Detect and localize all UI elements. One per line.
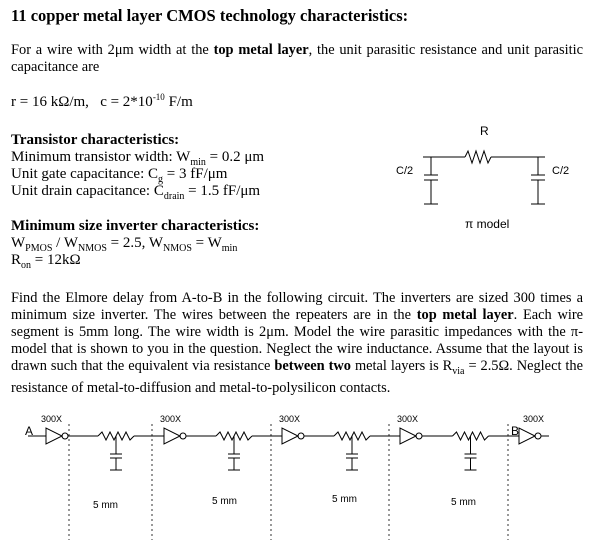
segment-length-label: 5 mm bbox=[332, 494, 357, 505]
transistor-heading: Transistor characteristics: bbox=[11, 132, 180, 148]
inverter-icon bbox=[400, 428, 416, 444]
min-width-sub: min bbox=[190, 157, 206, 168]
node-a-label: A bbox=[25, 424, 34, 438]
unit-capacitance-unit: F/m bbox=[164, 94, 193, 110]
problem-via-sub: via bbox=[452, 365, 465, 377]
inverter-heading: Minimum size inverter characteristics: bbox=[11, 218, 260, 234]
segment-length-label: 5 mm bbox=[212, 496, 237, 507]
unit-capacitance-exponent: -10 bbox=[152, 92, 165, 102]
pi-model-diagram bbox=[423, 151, 545, 204]
intro-text-pre: For a wire with 2μm width at the bbox=[11, 42, 214, 58]
ratio-wmin: = W bbox=[191, 235, 222, 251]
problem-text-1: Find the Elmore delay from A-to-B in the following circuit. The inverters are sized 300 times a minimum size inverter. The wires between the repeaters are in the bbox=[11, 290, 583, 323]
inverter-icon bbox=[282, 428, 298, 444]
problem-bold-between-two: between two bbox=[274, 358, 351, 374]
inverter-size-label: 300X bbox=[397, 414, 419, 424]
node-b-label: B bbox=[511, 424, 520, 438]
ratio-pmos-sub: PMOS bbox=[25, 243, 53, 254]
intro-text-post: , the unit parasitic resistance and unit parasitic capacitance are bbox=[11, 42, 583, 75]
gate-cap-sub: g bbox=[158, 174, 164, 185]
inverter-icon bbox=[164, 428, 180, 444]
ron-label: R bbox=[11, 252, 22, 268]
ron-sub: on bbox=[21, 260, 32, 271]
drain-cap-value: = 1.5 fF/μm bbox=[184, 183, 261, 199]
unit-capacitance-base: c = 2*10 bbox=[100, 94, 153, 110]
pi-cap-left-label: C/2 bbox=[396, 165, 414, 177]
pi-cap-right-label: C/2 bbox=[552, 165, 570, 177]
ratio-wnmos: / W bbox=[52, 235, 78, 251]
page-title: 11 copper metal layer CMOS technology characteristics: bbox=[11, 6, 409, 25]
inverter-size-label: 300X bbox=[279, 414, 301, 424]
ratio-nmos-sub: NMOS bbox=[77, 243, 107, 254]
problem-text-4: = 2.5Ω. Neglect the resistance of metal-to-diffusion and metal-to-polysilicon contacts. bbox=[11, 358, 583, 396]
drain-cap-label: Unit drain capacitance: C bbox=[11, 183, 164, 199]
pi-resistor-label: R bbox=[480, 124, 489, 138]
min-width-label: Minimum transistor width: W bbox=[11, 149, 191, 165]
ron-value: = 12kΩ bbox=[31, 252, 81, 268]
problem-text-3: metal layers is R bbox=[351, 358, 453, 374]
pi-resistor-icon bbox=[465, 151, 491, 163]
segment-length-label: 5 mm bbox=[451, 497, 476, 508]
intro-bold-top-metal: top metal layer bbox=[213, 42, 309, 58]
ratio-min-sub: min bbox=[221, 243, 238, 254]
ratio-wpmos: W bbox=[11, 235, 26, 251]
problem-bold-top-metal: top metal layer bbox=[416, 307, 514, 323]
unit-resistance: r = 16 kΩ/m, bbox=[11, 94, 89, 110]
pi-model-caption: π model bbox=[465, 217, 510, 231]
segment-length-label: 5 mm bbox=[93, 500, 118, 511]
ratio-value: = 2.5, W bbox=[106, 235, 163, 251]
gate-cap-label: Unit gate capacitance: C bbox=[11, 166, 159, 182]
inverter-size-label: 300X bbox=[523, 414, 545, 424]
inverter-icon bbox=[46, 428, 62, 444]
inverter-size-label: 300X bbox=[160, 414, 182, 424]
min-width-value: = 0.2 μm bbox=[205, 149, 265, 165]
inverter-size-label: 300X bbox=[41, 414, 63, 424]
ratio-nmos-sub-2: NMOS bbox=[163, 243, 192, 254]
repeater-chain bbox=[28, 424, 549, 540]
gate-cap-value: = 3 fF/μm bbox=[163, 166, 228, 182]
inverter-icon bbox=[519, 428, 535, 444]
drain-cap-sub: drain bbox=[163, 191, 185, 202]
problem-text-2: . Each wire segment is 5mm long. The wire width is 2μm. Model the wire parasitic impedances with the π-model that is shown to you in the question. Neglect the wire inductance. Assume that the layout is drawn such that the equivalent via resistance bbox=[11, 307, 584, 374]
